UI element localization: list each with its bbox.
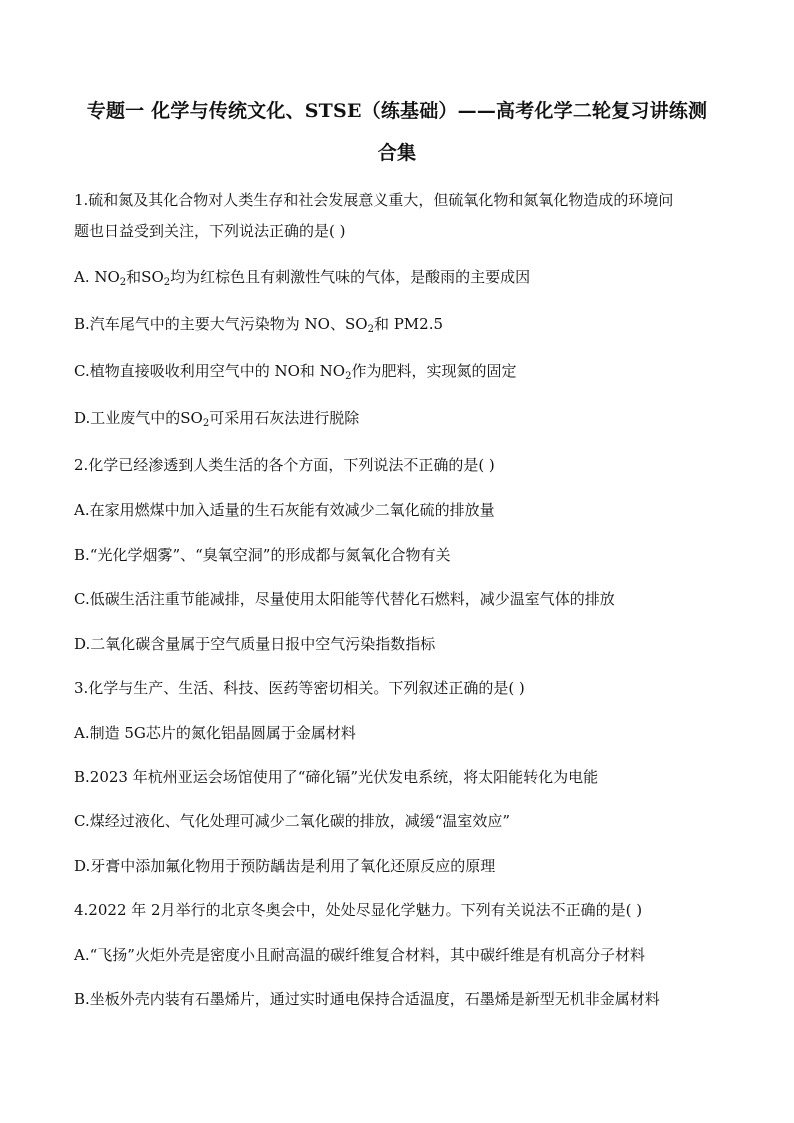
question-1-option-a: A. $NO_2$和$SO_2$均为红棕色且有刺激性气味的气体，是酸雨的主要成因 — [74, 268, 531, 288]
question-2-option-b: B.“光化学烟雾”、“臭氧空洞”的形成都与氮氧化合物有关 — [74, 546, 451, 564]
question-3-stem: 3.化学与生产、生活、科技、医药等密切相关。下列叙述正确的是( ) — [74, 679, 525, 697]
question-4-option-b: B.坐板外壳内装有石墨烯片，通过实时通电保持合适温度，石墨烯是新型无机非金属材料 — [74, 990, 660, 1008]
question-1-stem-continued: 题也日益受到关注，下列说法正确的是( ) — [74, 222, 346, 240]
question-4-stem: 4.2022 年 2月举行的北京冬奥会中，处处尽显化学魅力。下列有关说法不正确的是( ) — [74, 901, 643, 919]
question-4-option-a: A.“飞扬”火炬外壳是密度小且耐高温的碳纤维复合材料，其中碳纤维是有机高分子材料 — [74, 946, 645, 964]
question-2-option-d: D.二氧化碳含量属于空气质量日报中空气污染指数指标 — [74, 635, 436, 653]
question-1-stem: 1.硫和氮及其化合物对人类生存和社会发展意义重大，但硫氧化物和氮氧化物造成的环境问 — [74, 191, 674, 209]
question-3-option-d: D.牙膏中添加氟化物用于预防龋齿是利用了氧化还原反应的原理 — [74, 857, 496, 875]
question-2-option-a: A.在家用燃煤中加入适量的生石灰能有效减少二氧化硫的排放量 — [74, 501, 495, 519]
question-3-option-c: C.煤经过液化、气化处理可减少二氧化碳的排放，减缓“温室效应” — [74, 812, 511, 830]
document-title: 专题一 化学与传统文化、STSE（练基础）——高考化学二轮复习讲练测 — [86, 100, 708, 122]
document-title-continued: 合集 — [377, 142, 417, 164]
question-2-stem: 2.化学已经渗透到人类生活的各个方面，下列说法不正确的是( ) — [74, 456, 495, 474]
question-2-option-c: C.低碳生活注重节能减排，尽量使用太阳能等代替化石燃料，减少温室气体的排放 — [74, 590, 615, 608]
question-3-option-b: B.2023 年杭州亚运会场馆使用了“碲化镉”光伏发电系统，将太阳能转化为电能 — [74, 768, 599, 786]
question-1-option-b: B.汽车尾气中的主要大气污染物为 NO、$SO_2$和 PM2.5 — [74, 315, 444, 335]
question-1-option-d: D.工业废气中的$SO_2$可采用石灰法进行脱除 — [74, 409, 360, 429]
question-1-option-c: C.植物直接吸收利用空气中的 NO和 $NO_2$作为肥料，实现氮的固定 — [74, 362, 517, 382]
question-3-option-a: A.制造 5G芯片的氮化铝晶圆属于金属材料 — [74, 724, 356, 742]
